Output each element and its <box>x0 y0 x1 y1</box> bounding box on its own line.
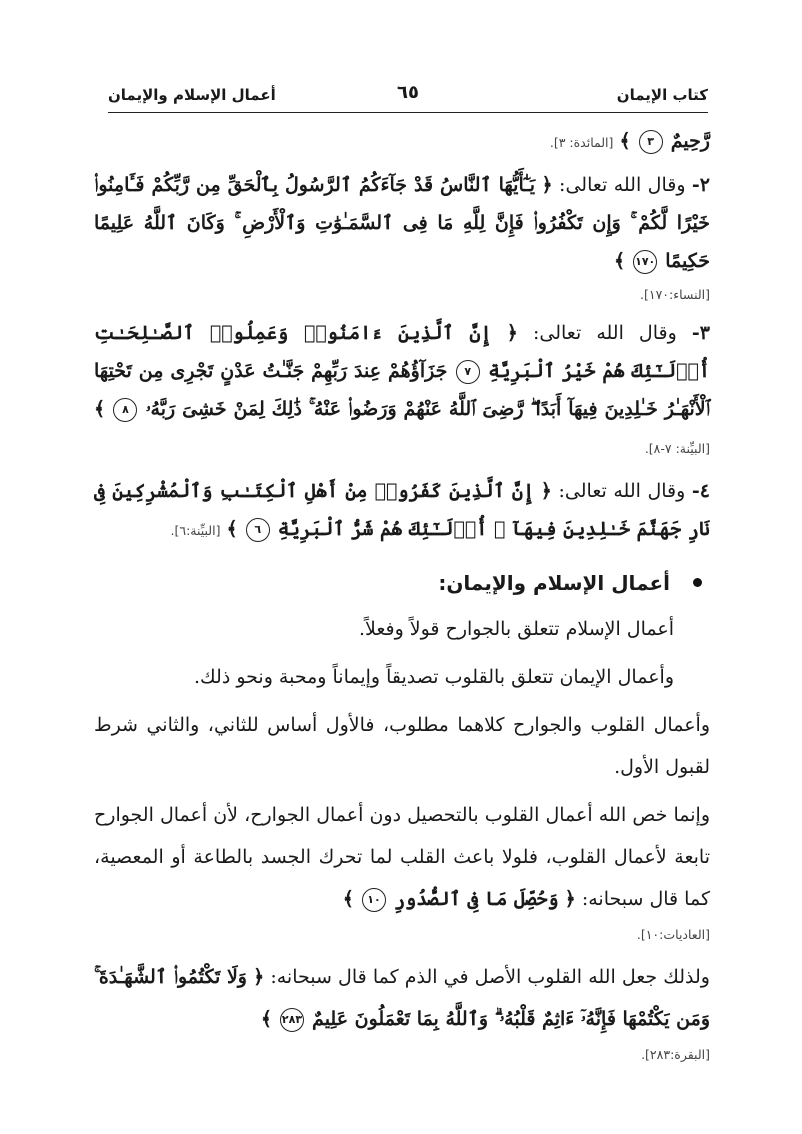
verse-reference: [البقرة:٢٨٣]. <box>641 1047 710 1062</box>
quran-text: إِنَّ ٱلَّذِينَ ءَامَنُوا۟ وَعَمِلُوا۟ ٱلصَّـٰلِحَـٰتِ أُو۟لَـٰٓئِكَ هُمْ خَيْرُ ٱلْبَرِيَّةِ <box>94 322 711 382</box>
ayah-number: ٣ <box>639 130 663 154</box>
closing-bracket: ﴾ <box>342 888 354 910</box>
ayah-number: ٨ <box>113 398 137 422</box>
paragraph: وأعمال القلوب والجوارح كلاهما مطلوب، فالأول أساس للثاني، والثاني شرط لقبول الأول. <box>94 714 710 778</box>
bullet-icon <box>693 578 702 587</box>
verse-1-tail <box>94 122 710 162</box>
opening-bracket: ﴿ <box>540 480 552 502</box>
opening-bracket: ﴿ <box>564 888 576 910</box>
book-title: كتاب الإيمان <box>616 86 708 104</box>
ayah-number: ١٧٠ <box>633 250 657 274</box>
closing-bracket: ﴾ <box>260 1008 272 1030</box>
item-number: ٢- <box>691 174 711 196</box>
opening-bracket: ﴿ <box>506 322 518 344</box>
verse-reference: [النساء:١٧٠]. <box>640 287 710 302</box>
quran-text: رَّحِيمٌ <box>670 130 710 152</box>
verse-reference: [البيِّنة: ٧-٨]. <box>644 441 710 456</box>
verse-item-2 <box>94 166 710 280</box>
verse-item-4 <box>94 472 710 550</box>
verse-item-3 <box>94 314 710 468</box>
verse-reference: [العاديات:١٠]. <box>636 927 710 942</box>
item-number: ٤- <box>691 480 710 502</box>
closing-bracket: ﴾ <box>226 518 238 540</box>
paragraph: وأعمال الإيمان تتعلق بالقلوب تصديقاً وإيماناً ومحبة ونحو ذلك. <box>193 666 674 688</box>
section-heading <box>94 564 710 602</box>
ayah-number: ١٠ <box>362 888 386 912</box>
paragraph: أعمال الإسلام تتعلق بالجوارح قولاً وفعلاً. <box>358 618 674 640</box>
chapter-title: أعمال الإسلام والإيمان <box>108 86 276 104</box>
verse-intro: وقال الله تعالى: <box>532 322 677 344</box>
ayah-number: ٦ <box>246 518 270 542</box>
verse-intro: وقال الله تعالى: <box>558 480 686 502</box>
opening-bracket: ﴿ <box>541 174 553 196</box>
quran-text: إِنَّ ٱلَّذِينَ كَفَرُوا۟ مِنْ أَهْلِ ٱلْكِتَـٰبِ وَٱلْمُشْرِكِينَ فِى نَارِ جَهَنَّمَ خَـٰلِدِينَ فِيهَآ ۚ أُو۟لَـٰٓئِكَ هُمْ شَرُّ ٱلْبَرِيَّةِ <box>94 480 710 540</box>
quran-text: وَحُصِّلَ مَا فِى ٱلصُّدُورِ <box>394 888 559 910</box>
opening-bracket: ﴿ <box>253 966 265 988</box>
ayah-number: ٢٨٣ <box>280 1008 304 1032</box>
closing-bracket: ﴾ <box>614 250 626 272</box>
closing-bracket: ﴾ <box>619 130 631 152</box>
paragraph-with-verse <box>94 956 710 1040</box>
page-header <box>108 82 708 113</box>
section-heading-text: أعمال الإسلام والإيمان: <box>438 571 670 595</box>
page-content <box>94 118 710 1070</box>
quran-text: يَـٰٓأَيُّهَا ٱلنَّاسُ قَدْ جَآءَكُمُ ٱلرَّسُولُ بِٱلْحَقِّ مِن رَّبِّكُمْ فَـَٔامِنُوا۟ خَيْرًا لَّكُمْ ۚ وَإِن تَكْفُرُوا۟ فَإِنَّ لِلَّهِ مَا فِى ٱلسَّمَـٰوَٰتِ وَٱلْأَرْضِ ۚ وَكَانَ ٱللَّهُ عَلِيمًا حَكِيمًا <box>94 174 710 272</box>
verse-intro: وقال الله تعالى: <box>559 174 686 196</box>
verse-reference: [المائدة: ٣]. <box>549 135 614 150</box>
quran-text: وَلَا تَكْتُمُوا۟ ٱلشَّهَـٰدَةَ ۚ وَمَن يَكْتُمْهَا فَإِنَّهُۥٓ ءَاثِمٌ قَلْبُهُۥ ۗ وَٱللَّهُ بِمَا تَعْمَلُونَ عَلِيمٌ <box>94 966 710 1030</box>
paragraph-text: ولذلك جعل الله القلوب الأصل في الذم كما قال سبحانه: <box>270 966 710 988</box>
paragraph-with-verse <box>94 794 710 920</box>
ayah-number: ٧ <box>456 360 480 384</box>
paragraph-text: وإنما خص الله أعمال القلوب بالتحصيل دون أعمال الجوارح، لأن أعمال الجوارح تابعة لأعمال القلوب، فلولا باعث القلب لما تحرك الجسد بالطاعة أو المعصية، كما قال سبحانه: <box>94 804 710 910</box>
closing-bracket: ﴾ <box>94 398 106 420</box>
verse-reference: [البيِّنة:٦]. <box>170 523 221 538</box>
item-number: ٣- <box>691 322 710 344</box>
quran-text: جَزَآؤُهُمْ عِندَ رَبِّهِمْ جَنَّـٰتُ عَدْنٍ تَجْرِى مِن تَحْتِهَا ٱلْأَنْهَـٰرُ خَـٰلِدِينَ فِيهَآ أَبَدًا ۖ رَّضِىَ ٱللَّهُ عَنْهُمْ وَرَضُوا۟ عَنْهُ ۚ ذَٰلِكَ لِمَنْ خَشِىَ رَبَّهُۥ <box>94 360 710 420</box>
page-number: ٦٥ <box>397 82 419 103</box>
